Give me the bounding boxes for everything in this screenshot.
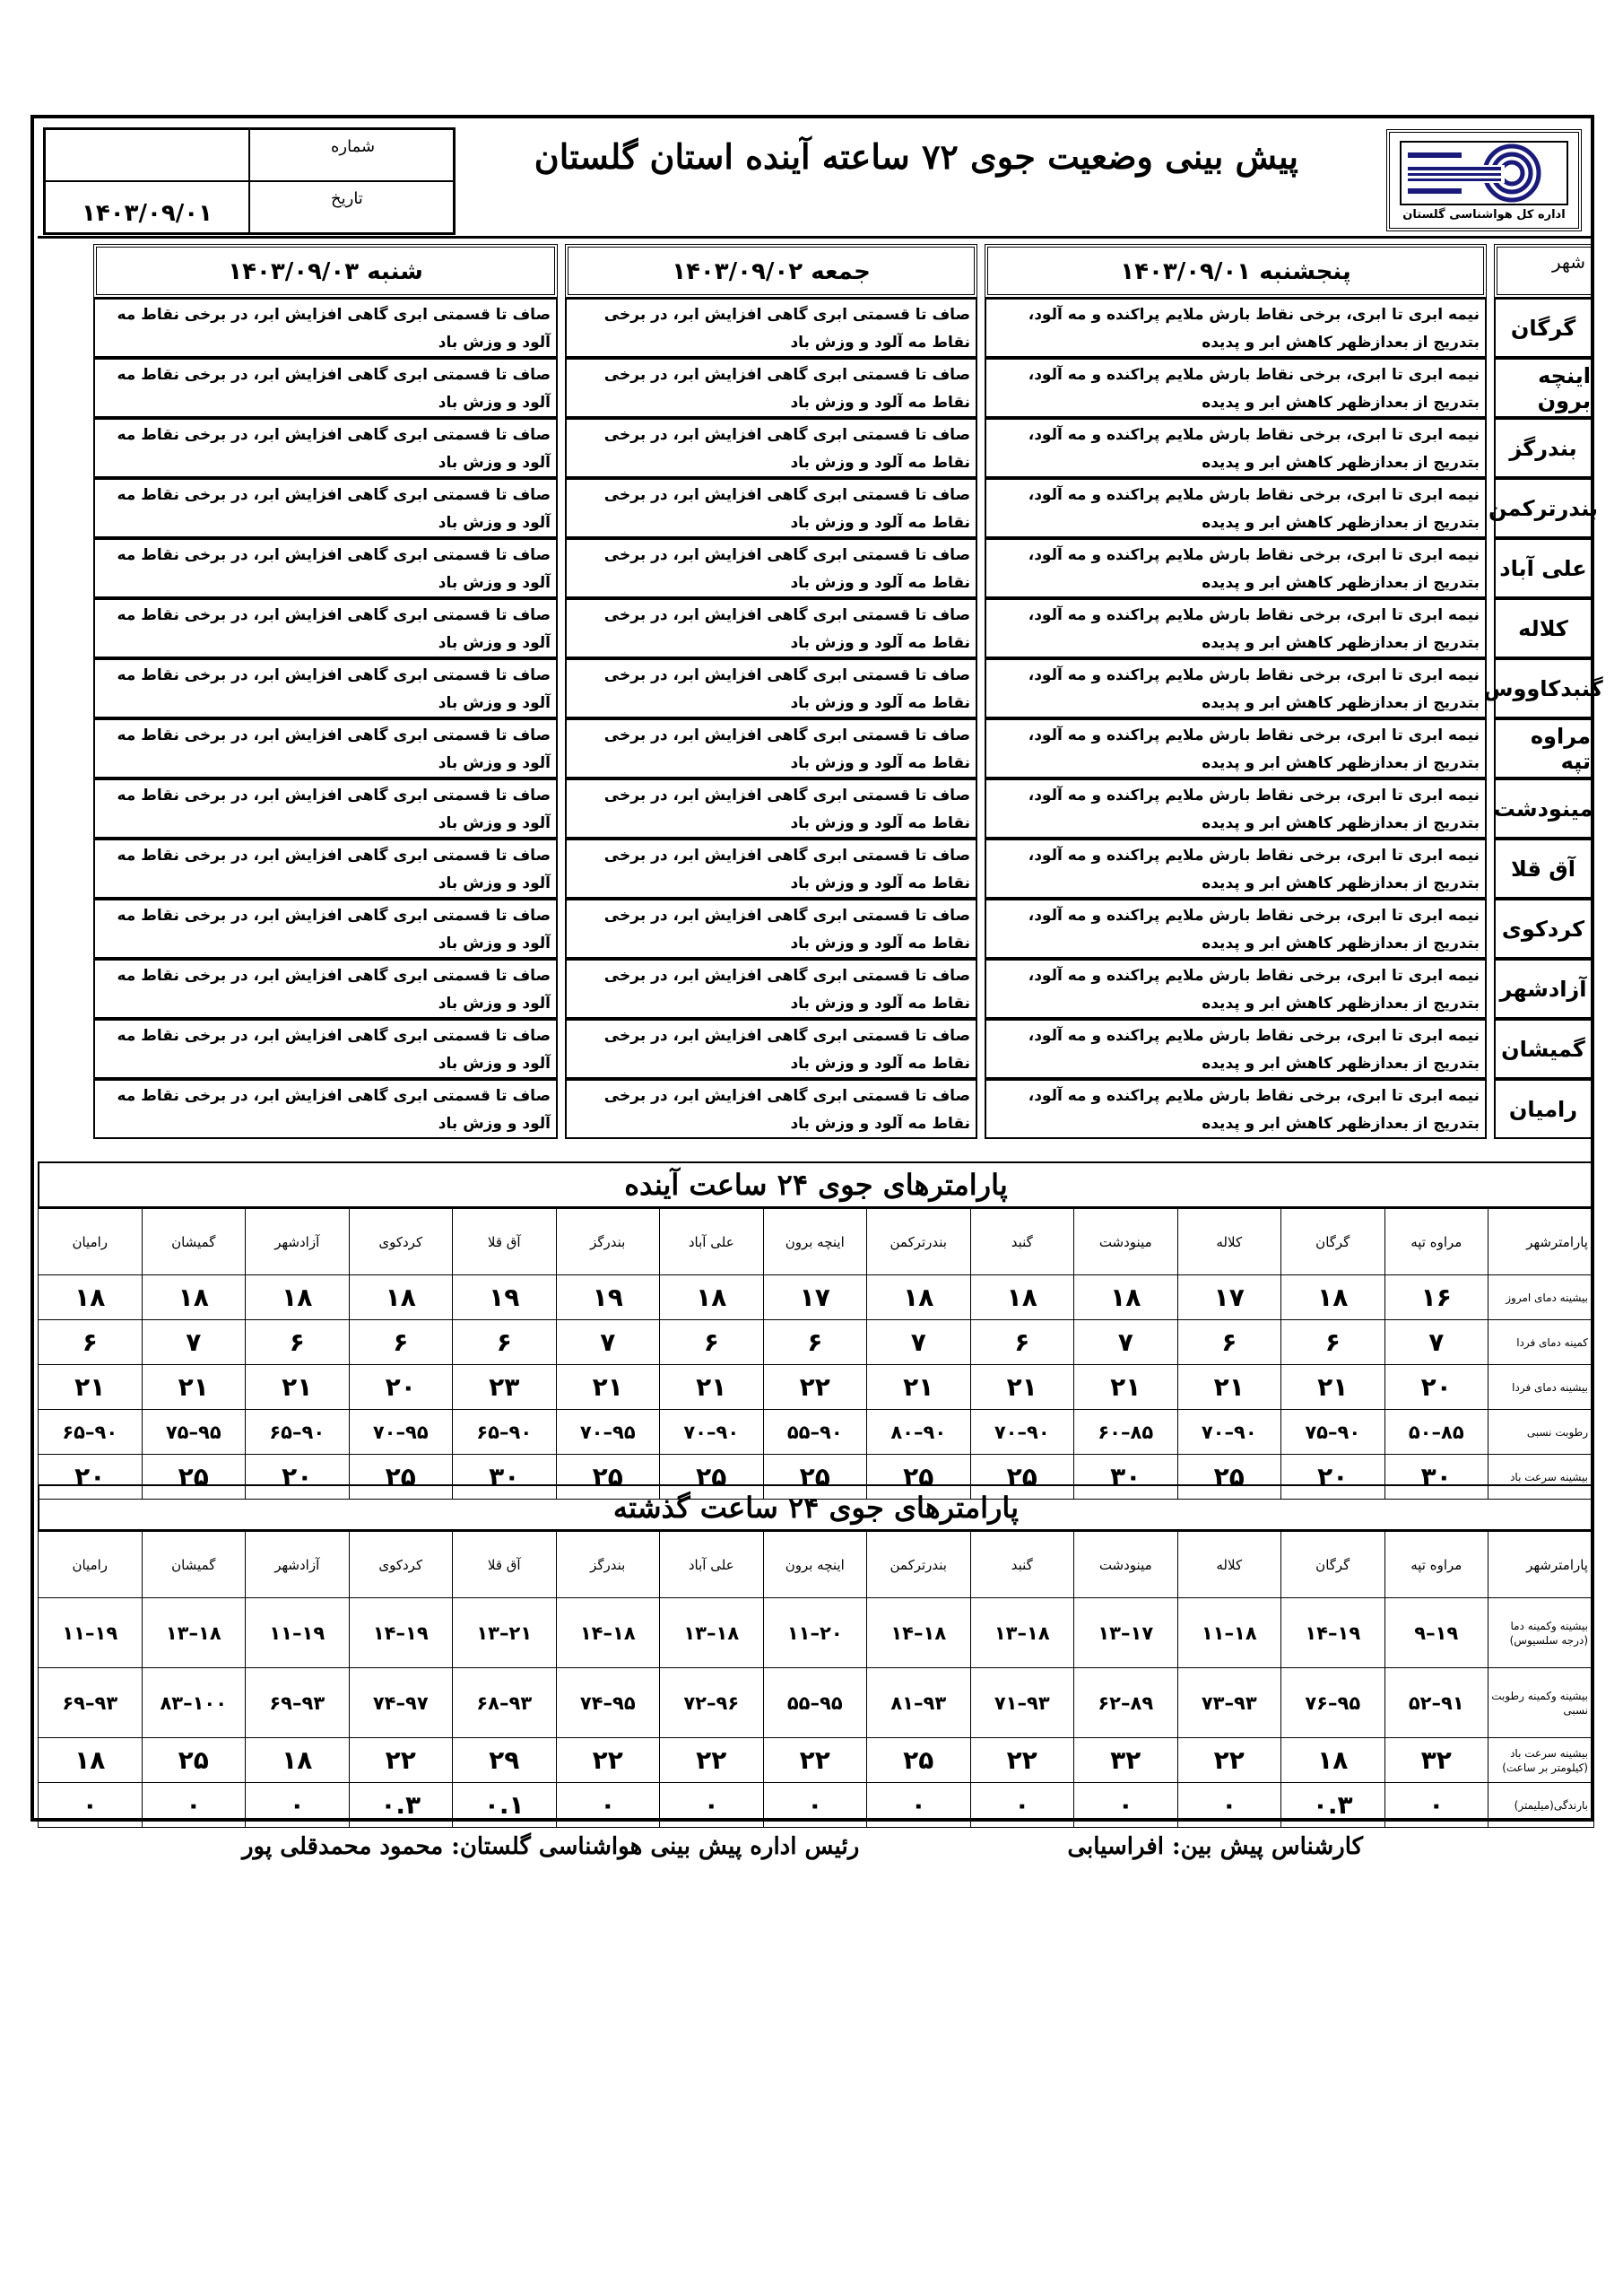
parameter-value: ۲۵ <box>763 1455 867 1500</box>
parameter-city: گرگان <box>1281 1532 1385 1598</box>
parameter-value: ۹۷–۷۴ <box>349 1668 453 1738</box>
forecast-row <box>38 298 1594 358</box>
city-name: کردکوی <box>1494 899 1594 959</box>
forecast-day-1: نیمه ابری تا ابری، برخی نقاط بارش ملایم پراکنده و مه آلود، بتدریج از بعدازظهر کاهش ابر و پدیده <box>985 298 1487 358</box>
parameter-value: ۹۳–۷۳ <box>1177 1668 1281 1738</box>
parameter-city: بندرگز <box>556 1209 660 1275</box>
parameter-city: آق قلا <box>453 1209 557 1275</box>
parameter-value: ۲۲ <box>763 1738 867 1783</box>
forecast-day-3: صاف تا قسمتی ابری گاهی افزایش ابر، در برخی نقاط مه آلود و وزش باد <box>93 598 558 658</box>
parameter-value: ۹۰–۵۵ <box>763 1410 867 1455</box>
parameter-city: کردکوی <box>349 1209 453 1275</box>
parameter-value: ۶ <box>1281 1320 1385 1365</box>
parameter-value: ۲۱–۱۳ <box>453 1598 557 1668</box>
forecast-day-3: صاف تا قسمتی ابری گاهی افزایش ابر، در برخی نقاط مه آلود و وزش باد <box>93 658 558 718</box>
forecast-row <box>38 718 1594 778</box>
city-name: رامیان <box>1494 1079 1594 1139</box>
parameter-value: ۲۵ <box>142 1455 246 1500</box>
document-frame <box>30 115 1603 1822</box>
parameter-value: ۰ <box>1177 1783 1281 1828</box>
forecast-day-1: نیمه ابری تا ابری، برخی نقاط بارش ملایم پراکنده و مه آلود، بتدریج از بعدازظهر کاهش ابر و پدیده <box>985 538 1487 598</box>
parameter-label: بیشینه سرعت باد (کیلومتر بر ساعت) <box>1488 1738 1594 1783</box>
parameter-value: ۲۵ <box>660 1455 764 1500</box>
parameter-value: ۲۱ <box>660 1365 764 1410</box>
parameter-value: ۹۰–۷۰ <box>660 1410 764 1455</box>
parameter-value: ۰ <box>763 1783 867 1828</box>
parameter-value: ۲۲ <box>349 1738 453 1783</box>
next-24h-table <box>38 1208 1594 1500</box>
forecast-row <box>38 418 1594 478</box>
parameter-value: ۱۸–۱۱ <box>1177 1598 1281 1668</box>
parameter-value: ۳۰ <box>453 1455 557 1500</box>
parameter-city: آق قلا <box>453 1532 557 1598</box>
document-header <box>38 122 1594 239</box>
city-name: مینودشت <box>1494 778 1594 839</box>
parameter-label: بیشینه دمای امروز <box>1488 1275 1594 1320</box>
parameter-header-row <box>39 1209 1594 1275</box>
parameter-value: ۱۸ <box>1281 1275 1385 1320</box>
forecast-day-3: صاف تا قسمتی ابری گاهی افزایش ابر، در برخی نقاط مه آلود و وزش باد <box>93 1019 558 1079</box>
past-24h-table <box>38 1531 1594 1828</box>
parameter-label: بارندگی(میلیمتر) <box>1488 1783 1594 1828</box>
city-name: کلاله <box>1494 598 1594 658</box>
date-label: تاریخ <box>249 181 454 233</box>
past-24h-section <box>38 1484 1594 1828</box>
forecast-day-2: صاف تا قسمتی ابری گاهی افزایش ابر، در برخی نقاط مه آلود و وزش باد <box>565 358 977 418</box>
parameter-value: ۱۸–۱۳ <box>142 1598 246 1668</box>
parameter-value: ۹۵–۷۰ <box>556 1410 660 1455</box>
forecast-day-3: صاف تا قسمتی ابری گاهی افزایش ابر، در برخی نقاط مه آلود و وزش باد <box>93 418 558 478</box>
parameter-value: ۱۷ <box>763 1275 867 1320</box>
parameter-value: ۹۱–۵۲ <box>1384 1668 1488 1738</box>
forecast-day-2: صاف تا قسمتی ابری گاهی افزایش ابر، در برخی نقاط مه آلود و وزش باد <box>565 478 977 538</box>
parameter-value: ۱۸–۱۴ <box>556 1598 660 1668</box>
parameter-value: ۲۰ <box>39 1455 143 1500</box>
parameter-row <box>39 1738 1594 1783</box>
parameter-value: ۷ <box>1384 1320 1488 1365</box>
parameter-value: ۲۰ <box>349 1365 453 1410</box>
parameter-value: ۲۱ <box>556 1365 660 1410</box>
parameter-city: گنبد <box>970 1532 1074 1598</box>
parameter-value: ۱۸ <box>867 1275 971 1320</box>
parameter-value: ۹۰–۶۵ <box>453 1410 557 1455</box>
forecast-day-3: صاف تا قسمتی ابری گاهی افزایش ابر، در برخی نقاط مه آلود و وزش باد <box>93 959 558 1019</box>
city-name: علی آباد <box>1494 538 1594 598</box>
parameter-city: مراوه تپه <box>1384 1532 1488 1598</box>
parameter-value: ۹۰–۷۵ <box>1281 1410 1385 1455</box>
parameter-header-row <box>39 1532 1594 1598</box>
forecast-row <box>38 899 1594 959</box>
parameter-city: گنبد <box>970 1209 1074 1275</box>
parameter-value: ۳۲ <box>1074 1738 1178 1783</box>
parameter-value: ۶ <box>970 1320 1074 1365</box>
number-value <box>45 129 249 181</box>
parameter-value: ۹۳–۸۱ <box>867 1668 971 1738</box>
parameter-label: بیشینه وکمینه دما (درجه سلسیوس) <box>1488 1598 1594 1668</box>
forecast-day-2: صاف تا قسمتی ابری گاهی افزایش ابر، در برخی نقاط مه آلود و وزش باد <box>565 1019 977 1079</box>
parameter-value: ۱۷ <box>1177 1275 1281 1320</box>
forecast-day-1: نیمه ابری تا ابری، برخی نقاط بارش ملایم پراکنده و مه آلود، بتدریج از بعدازظهر کاهش ابر و پدیده <box>985 718 1487 778</box>
parameter-city: مراوه تپه <box>1384 1209 1488 1275</box>
city-name: گنبدکاووس <box>1494 658 1594 718</box>
forecast-day-1: نیمه ابری تا ابری، برخی نقاط بارش ملایم پراکنده و مه آلود، بتدریج از بعدازظهر کاهش ابر و پدیده <box>985 418 1487 478</box>
parameter-value: ۶ <box>763 1320 867 1365</box>
parameter-value: ۱۸ <box>39 1738 143 1783</box>
parameter-value: ۰ <box>1074 1783 1178 1828</box>
document-meta <box>43 127 456 235</box>
parameter-value: ۹۵–۵۵ <box>763 1668 867 1738</box>
parameter-value: ۱۸ <box>660 1275 764 1320</box>
parameter-value: ۲۰ <box>246 1455 350 1500</box>
forecast-day-1: نیمه ابری تا ابری، برخی نقاط بارش ملایم پراکنده و مه آلود، بتدریج از بعدازظهر کاهش ابر و پدیده <box>985 478 1487 538</box>
logo <box>1386 129 1582 231</box>
city-name: اینچه برون <box>1494 358 1594 418</box>
parameter-label: کمینه دمای فردا <box>1488 1320 1594 1365</box>
city-name: بندرترکمن <box>1494 478 1594 538</box>
parameter-label: بیشینه دمای فردا <box>1488 1365 1594 1410</box>
parameter-value: ۲۵ <box>970 1455 1074 1500</box>
parameter-label: بیشینه سرعت باد <box>1488 1455 1594 1500</box>
forecast-day-2: صاف تا قسمتی ابری گاهی افزایش ابر، در برخی نقاط مه آلود و وزش باد <box>565 778 977 839</box>
number-label: شماره <box>249 129 454 181</box>
parameter-value: ۶ <box>453 1320 557 1365</box>
parameter-value: ۲۱ <box>1074 1365 1178 1410</box>
parameter-value: ۲۹ <box>453 1738 557 1783</box>
forecast-day-3: صاف تا قسمتی ابری گاهی افزایش ابر، در برخی نقاط مه آلود و وزش باد <box>93 298 558 358</box>
parameter-value: ۱۶ <box>1384 1275 1488 1320</box>
parameter-value: ۲۲ <box>1177 1738 1281 1783</box>
parameter-value: ۰.۳ <box>349 1783 453 1828</box>
forecast-day-1: نیمه ابری تا ابری، برخی نقاط بارش ملایم پراکنده و مه آلود، بتدریج از بعدازظهر کاهش ابر و پدیده <box>985 658 1487 718</box>
parameter-value: ۲۱ <box>142 1365 246 1410</box>
parameter-value: ۸۵–۶۰ <box>1074 1410 1178 1455</box>
parameter-value: ۲۵ <box>349 1455 453 1500</box>
meteorological-organization-logo-icon <box>1399 140 1569 206</box>
parameter-value: ۶ <box>349 1320 453 1365</box>
parameter-value: ۹۰–۶۵ <box>246 1410 350 1455</box>
parameter-value: ۱۸ <box>246 1738 350 1783</box>
parameter-value: ۹۰–۷۰ <box>970 1410 1074 1455</box>
parameter-value: ۱۹–۹ <box>1384 1598 1488 1668</box>
forecast-day-1: نیمه ابری تا ابری، برخی نقاط بارش ملایم پراکنده و مه آلود، بتدریج از بعدازظهر کاهش ابر و پدیده <box>985 598 1487 658</box>
forecast-day-1: نیمه ابری تا ابری، برخی نقاط بارش ملایم پراکنده و مه آلود، بتدریج از بعدازظهر کاهش ابر و پدیده <box>985 839 1487 899</box>
parameter-value: ۰ <box>970 1783 1074 1828</box>
parameter-value: ۱۹–۱۴ <box>1281 1598 1385 1668</box>
parameter-value: ۷ <box>556 1320 660 1365</box>
parameter-value: ۲۵ <box>867 1455 971 1500</box>
parameter-city: اینچه برون <box>763 1209 867 1275</box>
parameter-row <box>39 1410 1594 1455</box>
parameter-value: ۳۰ <box>1074 1455 1178 1500</box>
parameter-value: ۲۲ <box>970 1738 1074 1783</box>
parameter-row <box>39 1783 1594 1828</box>
parameter-value: ۱۰۰–۸۳ <box>142 1668 246 1738</box>
parameter-value: ۲۰ <box>1384 1365 1488 1410</box>
parameter-value: ۰ <box>556 1783 660 1828</box>
forecast-day-2: صاف تا قسمتی ابری گاهی افزایش ابر، در برخی نقاط مه آلود و وزش باد <box>565 1079 977 1139</box>
parameter-value: ۹۰–۸۰ <box>867 1410 971 1455</box>
parameter-value: ۲۰–۱۱ <box>763 1598 867 1668</box>
parameter-value: ۱۸ <box>1074 1275 1178 1320</box>
forecast-day-1: نیمه ابری تا ابری، برخی نقاط بارش ملایم پراکنده و مه آلود، بتدریج از بعدازظهر کاهش ابر و پدیده <box>985 778 1487 839</box>
forecast-day-2: صاف تا قسمتی ابری گاهی افزایش ابر، در برخی نقاط مه آلود و وزش باد <box>565 718 977 778</box>
forecast-row <box>38 598 1594 658</box>
parameter-row <box>39 1365 1594 1410</box>
parameter-value: ۱۸–۱۴ <box>867 1598 971 1668</box>
parameter-city: آزادشهر <box>246 1532 350 1598</box>
parameter-value: ۲۰ <box>1281 1455 1385 1500</box>
parameter-value: ۲۲ <box>660 1738 764 1783</box>
parameter-row <box>39 1668 1594 1738</box>
parameter-value: ۰ <box>1384 1783 1488 1828</box>
parameter-city: گمیشان <box>142 1209 246 1275</box>
forecast-day-1: نیمه ابری تا ابری، برخی نقاط بارش ملایم پراکنده و مه آلود، بتدریج از بعدازظهر کاهش ابر و پدیده <box>985 899 1487 959</box>
parameter-value: ۹۳–۷۱ <box>970 1668 1074 1738</box>
parameter-value: ۹۰–۶۵ <box>39 1410 143 1455</box>
city-name: بندرگز <box>1494 418 1594 478</box>
forecast-day-3: صاف تا قسمتی ابری گاهی افزایش ابر، در برخی نقاط مه آلود و وزش باد <box>93 358 558 418</box>
forecast-row <box>38 358 1594 418</box>
city-name: گرگان <box>1494 298 1594 358</box>
parameter-city: مینودشت <box>1074 1209 1178 1275</box>
parameter-value: ۷ <box>142 1320 246 1365</box>
parameter-value: ۶ <box>1177 1320 1281 1365</box>
parameter-corner: پارامترشهر <box>1488 1532 1594 1598</box>
parameter-value: ۹۵–۷۶ <box>1281 1668 1385 1738</box>
page-title: پیش بینی وضعیت جوی ۷۲ ساعته آینده استان گلستان <box>534 136 1298 177</box>
parameter-city: آزادشهر <box>246 1209 350 1275</box>
city-name: گمیشان <box>1494 1019 1594 1079</box>
parameter-value: ۹۵–۷۵ <box>142 1410 246 1455</box>
parameter-value: ۹۵–۷۰ <box>349 1410 453 1455</box>
parameter-city: بندرترکمن <box>867 1532 971 1598</box>
parameter-city: بندرترکمن <box>867 1209 971 1275</box>
city-column-header: شهر <box>1494 244 1594 298</box>
parameter-value: ۲۱ <box>1281 1365 1385 1410</box>
parameter-value: ۱۹–۱۱ <box>39 1598 143 1668</box>
forecast-day-3: صاف تا قسمتی ابری گاهی افزایش ابر، در برخی نقاط مه آلود و وزش باد <box>93 718 558 778</box>
parameter-value: ۳۲ <box>1384 1738 1488 1783</box>
date-value: ۱۴۰۳/۰۹/۰۱ <box>45 181 249 233</box>
parameter-row <box>39 1598 1594 1668</box>
parameter-value: ۲۱ <box>1177 1365 1281 1410</box>
parameter-value: ۶ <box>246 1320 350 1365</box>
parameter-value: ۱۸ <box>142 1275 246 1320</box>
parameter-value: ۷ <box>1074 1320 1178 1365</box>
parameter-value: ۱۸ <box>349 1275 453 1320</box>
parameter-value: ۶ <box>660 1320 764 1365</box>
parameter-value: ۹۰–۷۰ <box>1177 1410 1281 1455</box>
forecast-day-2: صاف تا قسمتی ابری گاهی افزایش ابر، در برخی نقاط مه آلود و وزش باد <box>565 658 977 718</box>
parameter-city: علی آباد <box>660 1532 764 1598</box>
parameter-city: بندرگز <box>556 1532 660 1598</box>
parameter-value: ۸۵–۵۰ <box>1384 1410 1488 1455</box>
parameter-city: گمیشان <box>142 1532 246 1598</box>
forecast-day-2: صاف تا قسمتی ابری گاهی افزایش ابر، در برخی نقاط مه آلود و وزش باد <box>565 598 977 658</box>
forecast-day-3: صاف تا قسمتی ابری گاهی افزایش ابر، در برخی نقاط مه آلود و وزش باد <box>93 1079 558 1139</box>
forecast-day-2: صاف تا قسمتی ابری گاهی افزایش ابر، در برخی نقاط مه آلود و وزش باد <box>565 538 977 598</box>
parameter-city: رامیان <box>39 1532 143 1598</box>
forecast-row <box>38 1079 1594 1139</box>
parameter-value: ۲۲ <box>763 1365 867 1410</box>
parameter-city: مینودشت <box>1074 1532 1178 1598</box>
forecaster-signature: کارشناس پیش بین: افراسیابی <box>1067 1833 1363 1860</box>
parameter-value: ۱۸–۱۳ <box>970 1598 1074 1668</box>
parameter-value: ۰.۳ <box>1281 1783 1385 1828</box>
forecast-day-1: نیمه ابری تا ابری، برخی نقاط بارش ملایم پراکنده و مه آلود، بتدریج از بعدازظهر کاهش ابر و پدیده <box>985 959 1487 1019</box>
parameter-value: ۳۰ <box>1384 1455 1488 1500</box>
parameter-value: ۲۳ <box>453 1365 557 1410</box>
day-header-2: جمعه ۱۴۰۳/۰۹/۰۲ <box>565 244 977 298</box>
parameter-value: ۲۵ <box>1177 1455 1281 1500</box>
parameter-value: ۹۳–۶۹ <box>39 1668 143 1738</box>
forecast-day-2: صاف تا قسمتی ابری گاهی افزایش ابر، در برخی نقاط مه آلود و وزش باد <box>565 298 977 358</box>
forecast-day-3: صاف تا قسمتی ابری گاهی افزایش ابر، در برخی نقاط مه آلود و وزش باد <box>93 538 558 598</box>
parameter-value: ۹۶–۷۲ <box>660 1668 764 1738</box>
forecast-header-row <box>38 244 1594 298</box>
parameter-label: رطوبت نسبی <box>1488 1410 1594 1455</box>
parameter-value: ۹۳–۶۹ <box>246 1668 350 1738</box>
parameter-value: ۰ <box>246 1783 350 1828</box>
forecast-day-3: صاف تا قسمتی ابری گاهی افزایش ابر، در برخی نقاط مه آلود و وزش باد <box>93 778 558 839</box>
forecast-day-3: صاف تا قسمتی ابری گاهی افزایش ابر، در برخی نقاط مه آلود و وزش باد <box>93 478 558 538</box>
parameter-value: ۷ <box>867 1320 971 1365</box>
city-name: مراوه تپه <box>1494 718 1594 778</box>
head-signature: رئیس اداره پیش بینی هواشناسی گلستان: محمود محمدقلی پور <box>242 1833 860 1860</box>
parameter-value: ۱۹–۱۱ <box>246 1598 350 1668</box>
forecast-row <box>38 538 1594 598</box>
parameter-value: ۱۸ <box>246 1275 350 1320</box>
parameter-value: ۲۱ <box>970 1365 1074 1410</box>
forecast-day-3: صاف تا قسمتی ابری گاهی افزایش ابر، در برخی نقاط مه آلود و وزش باد <box>93 839 558 899</box>
parameter-city: کردکوی <box>349 1532 453 1598</box>
forecast-day-2: صاف تا قسمتی ابری گاهی افزایش ابر، در برخی نقاط مه آلود و وزش باد <box>565 418 977 478</box>
parameter-value: ۹۳–۶۸ <box>453 1668 557 1738</box>
forecast-row <box>38 1019 1594 1079</box>
forecast-row <box>38 839 1594 899</box>
parameter-value: ۲۲ <box>556 1738 660 1783</box>
parameter-value: ۰ <box>867 1783 971 1828</box>
forecast-table <box>38 244 1603 1139</box>
day-header-1: پنجشنبه ۱۴۰۳/۰۹/۰۱ <box>985 244 1487 298</box>
parameter-value: ۲۵ <box>867 1738 971 1783</box>
parameter-value: ۱۸ <box>970 1275 1074 1320</box>
forecast-row <box>38 478 1599 538</box>
parameter-value: ۰ <box>142 1783 246 1828</box>
forecast-row <box>38 658 1603 718</box>
forecast-day-1: نیمه ابری تا ابری، برخی نقاط بارش ملایم پراکنده و مه آلود، بتدریج از بعدازظهر کاهش ابر و پدیده <box>985 1079 1487 1139</box>
parameter-value: ۱۸ <box>1281 1738 1385 1783</box>
parameter-city: اینچه برون <box>763 1532 867 1598</box>
logo-caption: اداره کل هواشناسی گلستان <box>1402 207 1566 222</box>
parameter-value: ۱۹ <box>453 1275 557 1320</box>
forecast-day-2: صاف تا قسمتی ابری گاهی افزایش ابر، در برخی نقاط مه آلود و وزش باد <box>565 959 977 1019</box>
parameter-value: ۲۵ <box>142 1738 246 1783</box>
forecast-day-2: صاف تا قسمتی ابری گاهی افزایش ابر، در برخی نقاط مه آلود و وزش باد <box>565 839 977 899</box>
parameter-value: ۲۱ <box>39 1365 143 1410</box>
parameter-value: ۱۹–۱۴ <box>349 1598 453 1668</box>
forecast-rows <box>38 298 1603 1139</box>
parameter-value: ۰ <box>660 1783 764 1828</box>
parameter-value: ۲۱ <box>867 1365 971 1410</box>
parameter-label: بیشینه وکمینه رطوبت نسبی <box>1488 1668 1594 1738</box>
parameter-value: ۲۵ <box>556 1455 660 1500</box>
forecast-row <box>38 959 1594 1019</box>
parameter-value: ۶ <box>39 1320 143 1365</box>
parameter-city: کلاله <box>1177 1532 1281 1598</box>
parameter-value: ۱۷–۱۳ <box>1074 1598 1178 1668</box>
parameter-city: کلاله <box>1177 1209 1281 1275</box>
parameter-value: ۲۱ <box>246 1365 350 1410</box>
next-24h-title: پارامترهای جوی ۲۴ ساعت آینده <box>38 1161 1594 1208</box>
forecast-day-3: صاف تا قسمتی ابری گاهی افزایش ابر، در برخی نقاط مه آلود و وزش باد <box>93 899 558 959</box>
next-24h-section <box>38 1161 1594 1500</box>
forecast-day-1: نیمه ابری تا ابری، برخی نقاط بارش ملایم پراکنده و مه آلود، بتدریج از بعدازظهر کاهش ابر و پدیده <box>985 1019 1487 1079</box>
forecast-row <box>38 778 1594 839</box>
parameter-value: ۱۸–۱۳ <box>660 1598 764 1668</box>
parameter-city: گرگان <box>1281 1209 1385 1275</box>
parameter-row <box>39 1275 1594 1320</box>
forecast-day-1: نیمه ابری تا ابری، برخی نقاط بارش ملایم پراکنده و مه آلود، بتدریج از بعدازظهر کاهش ابر و پدیده <box>985 358 1487 418</box>
parameter-value: ۱۸ <box>39 1275 143 1320</box>
parameter-value: ۸۹–۶۲ <box>1074 1668 1178 1738</box>
forecast-day-2: صاف تا قسمتی ابری گاهی افزایش ابر، در برخی نقاط مه آلود و وزش باد <box>565 899 977 959</box>
parameter-value: ۰ <box>39 1783 143 1828</box>
city-name: آزادشهر <box>1494 959 1594 1019</box>
parameter-city: علی آباد <box>660 1209 764 1275</box>
parameter-value: ۰.۱ <box>453 1783 557 1828</box>
day-header-3: شنبه ۱۴۰۳/۰۹/۰۳ <box>93 244 558 298</box>
parameter-corner: پارامترشهر <box>1488 1209 1594 1275</box>
past-24h-title: پارامترهای جوی ۲۴ ساعت گذشته <box>38 1484 1594 1531</box>
parameter-city: رامیان <box>39 1209 143 1275</box>
parameter-value: ۹۵–۷۴ <box>556 1668 660 1738</box>
city-name: آق قلا <box>1494 839 1594 899</box>
parameter-row <box>39 1320 1594 1365</box>
parameter-value: ۱۹ <box>556 1275 660 1320</box>
